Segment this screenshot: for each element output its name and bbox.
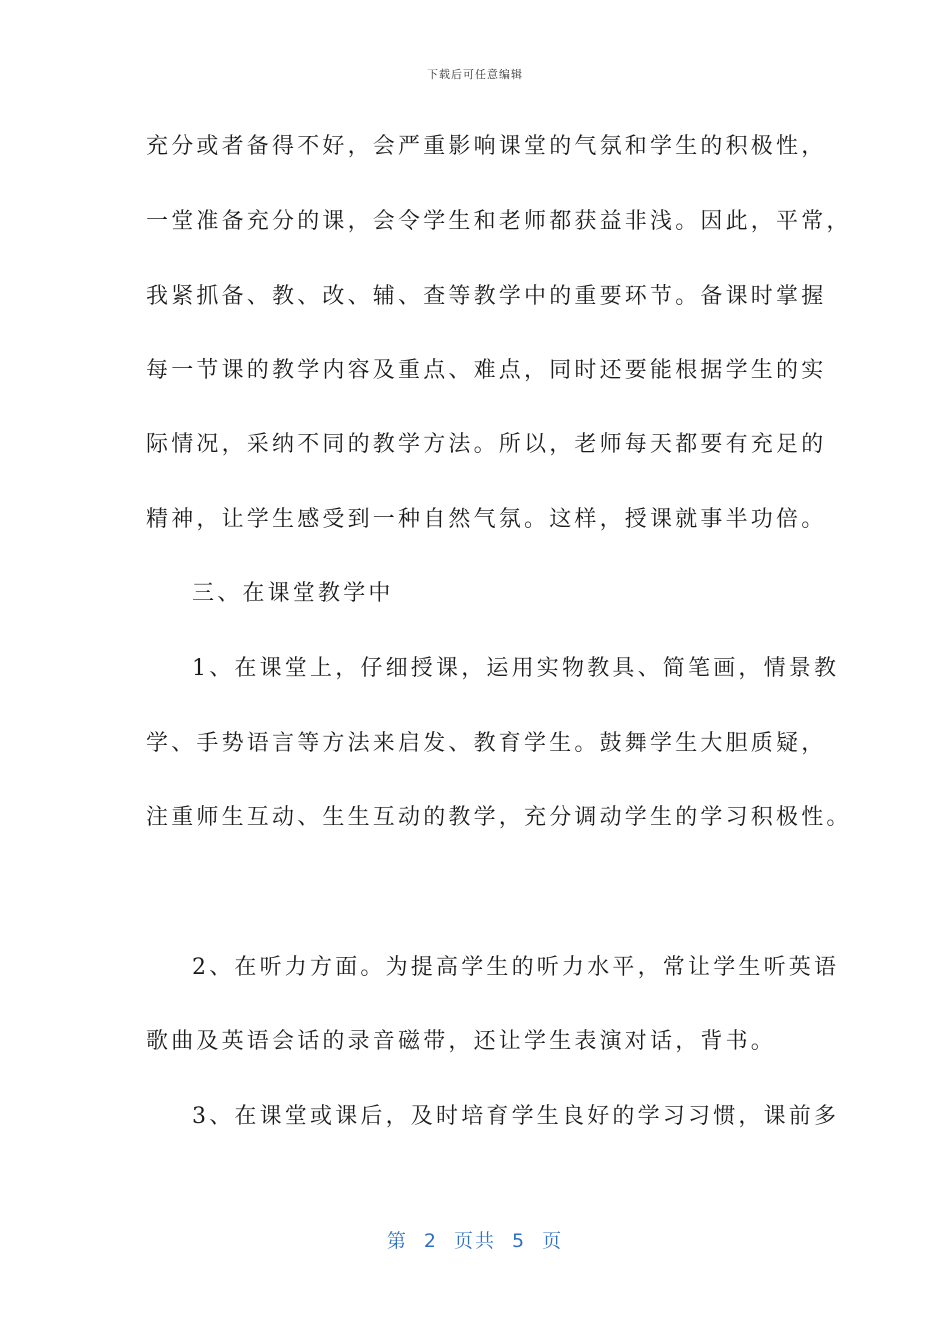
body-line: 充分或者备得不好，会严重影响课堂的气氛和学生的积极性， — [146, 134, 827, 159]
page-suffix: 页 — [542, 1230, 564, 1252]
body-line: 精神，让学生感受到一种自然气氛。这样，授课就事半功倍。 — [146, 507, 827, 532]
page-header-note: 下载后可任意编辑 — [427, 68, 523, 81]
page-footer — [0, 1226, 950, 1253]
body-line: 每一节课的教学内容及重点、难点，同时还要能根据学生的实 — [146, 358, 827, 383]
body-line: 1、在课堂上，仔细授课，运用实物教具、简笔画，情景教 — [192, 656, 840, 681]
page-prefix: 第 — [386, 1230, 408, 1252]
body-line: 注重师生互动、生生互动的教学，充分调动学生的学习积极性。 — [146, 805, 852, 830]
body-line: 学、手势语言等方法来启发、教育学生。鼓舞学生大胆质疑， — [146, 731, 827, 756]
body-line: 歌曲及英语会话的录音磁带，还让学生表演对话，背书。 — [146, 1029, 777, 1054]
page-total: 5 — [512, 1230, 527, 1252]
section-heading: 三、在课堂教学中 — [192, 581, 394, 606]
body-line: 我紧抓备、教、改、辅、查等教学中的重要环节。备课时掌握 — [146, 284, 827, 309]
page-mid: 页共 — [453, 1230, 496, 1252]
body-line: 3、在课堂或课后，及时培育学生良好的学习习惯，课前多 — [192, 1104, 840, 1129]
body-line: 际情况，采纳不同的教学方法。所以，老师每天都要有充足的 — [146, 432, 827, 457]
body-line: 一堂准备充分的课，会令学生和老师都获益非浅。因此，平常， — [146, 209, 852, 234]
body-line: 2、在听力方面。为提高学生的听力水平，常让学生听英语 — [192, 955, 840, 980]
page-number: 2 — [423, 1230, 438, 1252]
